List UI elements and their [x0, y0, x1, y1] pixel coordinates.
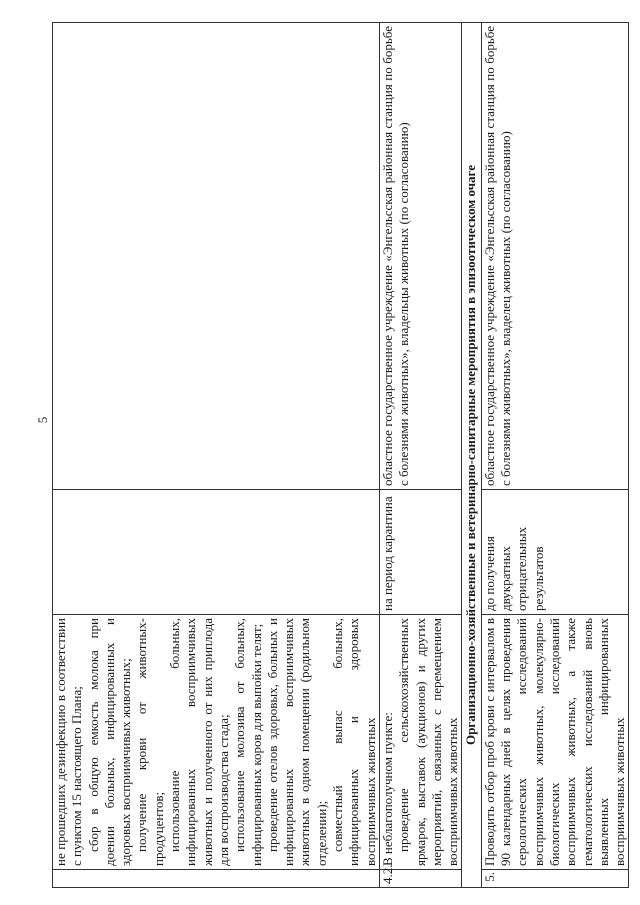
measure-line: получение крови от животных-продуцентов; — [134, 618, 166, 866]
measure-body: проведение сельскохозяйственных ярмарок, выставок (аукционов) и других мероприятий, связанных с перемещением восприимчивых животных — [396, 618, 461, 866]
table-row-4-2 — [379, 23, 461, 888]
responsible-text: областное государственное учреждение «Энгельсская районная станция по борьбе с болезнями животных», владельцы животных (по согласованию) — [379, 26, 412, 486]
term-text: до получения двукратных отрицательных результатов — [481, 526, 546, 611]
cell-responsible — [481, 23, 629, 490]
measure-line: использование больных, инфицированных восприимчивых животных и полученного от них приплода для воспроизводства стада; — [167, 618, 231, 866]
measure-line: совместный выпас больных, инфицированных и здоровых восприимчивых животных — [330, 618, 378, 866]
measure-title: В неблагополучном пункте: — [379, 712, 395, 866]
cell-measures — [481, 615, 629, 870]
table-row-section-heading — [462, 23, 481, 888]
cell-responsible-empty — [53, 23, 380, 490]
cell-measures — [53, 615, 380, 870]
page-number: 5 — [35, 416, 50, 424]
section-heading: Организационно-хозяйственные и ветеринарно-санитарные мероприятия в эпизоотическом очаге — [462, 23, 481, 888]
table-row-continuation — [53, 23, 380, 888]
measure-line: проведение отелов здоровых, больных и инфицированных восприимчивых животных в одном помещении (родильном отделении); — [264, 618, 329, 866]
row-number: 5. — [481, 870, 629, 888]
row-number: 4.2. — [379, 870, 461, 888]
responsible-text: областное государственное учреждение «Энгельсская районная станция по борьбе с болезнями животных», владелец животных (по согласованию) — [481, 26, 514, 486]
measure-line: использование молозива от больных, инфицированных коров для выпойки телят; — [232, 618, 264, 866]
measure-line: сбор в общую емкость молока при доении больных, инфицированных и здоровых восприимчивых животных; — [85, 618, 134, 866]
cell-term — [481, 490, 629, 615]
cell-num-empty — [53, 870, 380, 888]
rotated-table-page — [52, 23, 628, 888]
cell-term — [379, 490, 461, 615]
measures-table — [52, 22, 629, 888]
table-row-5 — [481, 23, 629, 888]
measure-line: не прошедших дезинфекцию в соответствии с пунктом 15 настоящего Плана; — [53, 618, 85, 866]
cell-measures — [379, 615, 461, 870]
term-text: на период карантина — [379, 496, 395, 611]
cell-responsible — [379, 23, 461, 490]
measure-body: Проводить отбор проб крови с интервалом в 90 календарных дней в целях проведения серологических исследований восприимчивых животных, молекулярно-биологических исследований восприимчивых животных, а также гематологических исследований вновь выявленных инфицированных восприимчивых животных — [481, 618, 628, 866]
cell-term-empty — [53, 490, 380, 615]
